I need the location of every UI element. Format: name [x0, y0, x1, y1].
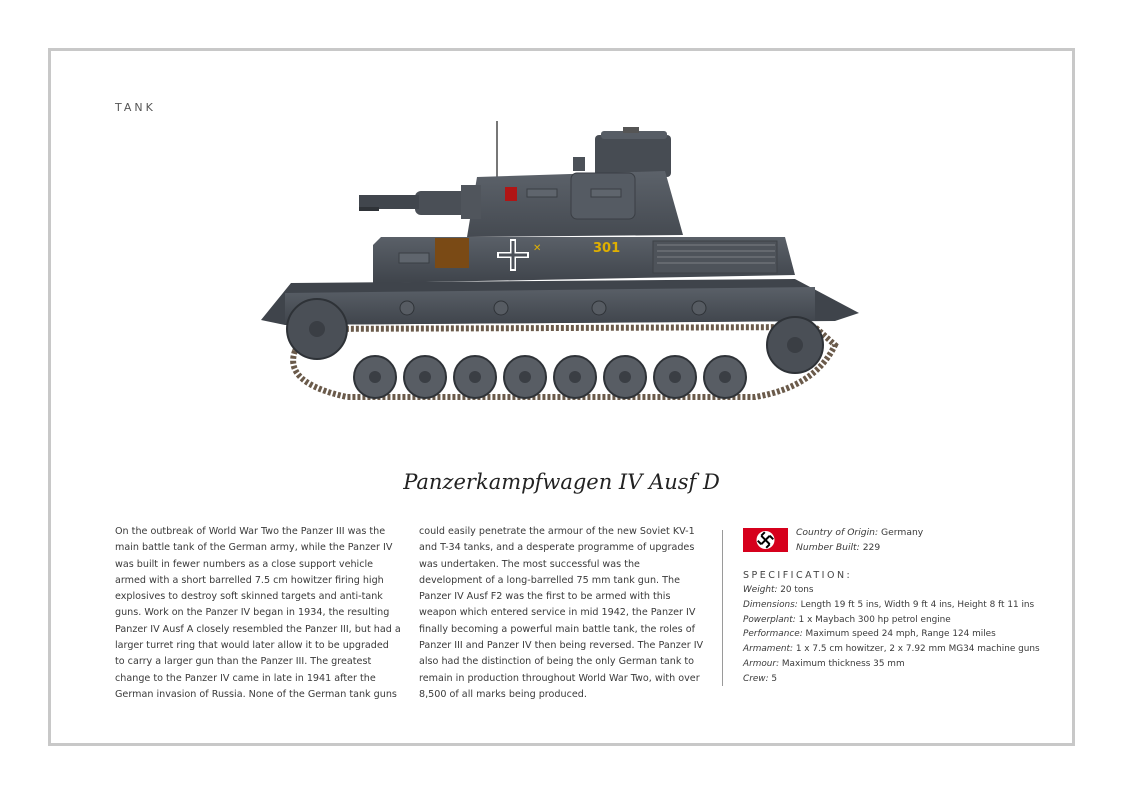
description-column-1: On the outbreak of World War Two the Panzer III was the main battle tank of the German army, while the Panzer IV was built in fewer numbers as a close support vehicle armed with a short barrelled 7.5 cm howitzer firing high explosives to destroy soft skinned targets and anti-tank guns. Work on the Panzer IV began in 1934, the resulting Panzer IV Ausf A closely resembled the Panzer III, but had a larger turret ring that would later allow it to be upgraded to carry a larger gun than the Panzer III. The greatest change to the Panzer IV came in late in 1941 after the German invasion of Russia. None of the German tank guns: [115, 526, 401, 700]
flag-icon: [743, 528, 788, 552]
country-value: Germany: [880, 527, 924, 538]
category-label: TANK: [115, 101, 156, 114]
description-column-2: could easily penetrate the armour of the new Soviet KV-1 and T-34 tanks, and a desperate programme of upgrades was undertaken. The most successful was the development of a long-barrelled 75 mm tank gun. The Panzer IV Ausf F2 was the first to be armed with this weapon which entered service in mid 1942, the Panzer IV finally becoming a powerful main battle tank, the roles of Panzer III and Panzer IV then being reversed. The Panzer IV also had the distinction of being the only German tank to remain in production throughout World War Two, with over 8,500 of all marks being produced.: [419, 526, 704, 700]
spec-row-armour: Armour: Maximum thickness 35 mm: [743, 658, 905, 669]
column-divider: [722, 530, 723, 686]
tank-illustration: [255, 115, 865, 415]
specification-list: [743, 583, 1063, 687]
specification-heading: SPECIFICATION:: [743, 570, 853, 581]
svg-text:✕: ✕: [533, 243, 542, 254]
origin-block: [796, 525, 923, 555]
turret-number: 301: [593, 241, 621, 256]
built-value: 229: [862, 542, 881, 553]
spec-row-dimensions: Dimensions: Length 19 ft 5 ins, Width 9 ft 4 ins, Height 8 ft 11 ins: [743, 599, 1035, 610]
spec-row-armament: Armament: 1 x 7.5 cm howitzer, 2 x 7.92 mm MG34 machine guns: [743, 644, 1040, 655]
country-label: Country of Origin:: [796, 527, 879, 538]
page-title: Panzerkampfwagen IV Ausf D: [403, 470, 720, 494]
built-label: Number Built:: [796, 542, 860, 553]
spec-row-performance: Performance: Maximum speed 24 mph, Range 124 miles: [743, 629, 996, 640]
spec-row-weight: Weight: 20 tons: [743, 585, 814, 595]
spec-row-crew: Crew: 5: [743, 673, 778, 684]
spec-row-powerplant: Powerplant: 1 x Maybach 300 hp petrol engine: [743, 614, 951, 625]
